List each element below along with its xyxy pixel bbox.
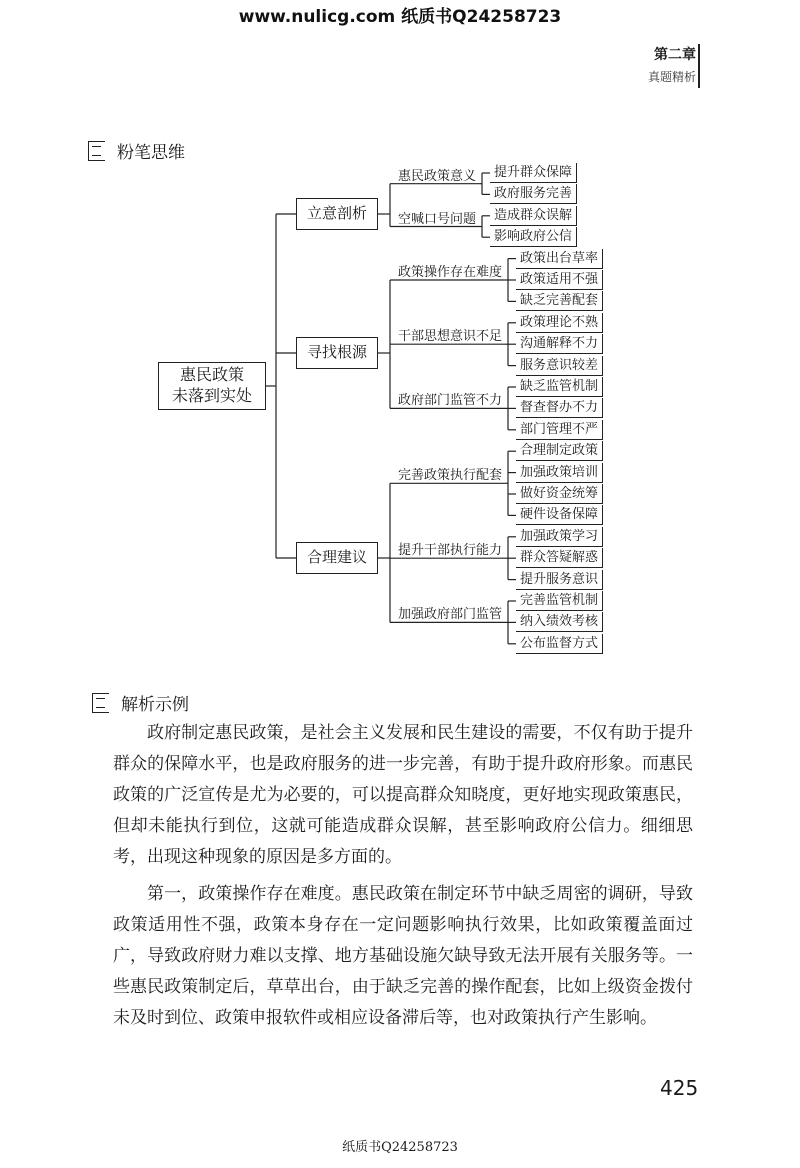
mind-map-leaf: 公布监督方式 xyxy=(516,634,603,654)
mind-map-subtopic: 干部思想意识不足 xyxy=(398,329,503,345)
mind-map-leaf: 提升服务意识 xyxy=(516,570,603,590)
mind-map-branch: 寻找根源 xyxy=(296,337,378,369)
paragraph: 政府制定惠民政策，是社会主义发展和民生建设的需要，不仅有助于提升群众的保障水平，也是政府服务的进一步完善，有助于提升政府形象。而惠民政策的广泛宣传是尤为必要的，可以提高群众知晓度，更好地实现政策惠民，但却未能执行到位，这就可能造成群众误解，甚至影响政府公信力。细细思考，出现这种现象的原因是多方面的。 xyxy=(113,723,693,867)
mind-map-leaf: 政策适用不强 xyxy=(516,270,603,290)
mind-map-leaf: 影响政府公信 xyxy=(490,227,577,247)
mind-map-subtopic: 政府部门监管不力 xyxy=(398,393,503,409)
mind-map-leaf: 完善监管机制 xyxy=(516,591,603,611)
chapter-title: 第二章 xyxy=(654,47,696,63)
mind-map-leaf: 政策理论不熟 xyxy=(516,313,603,333)
mind-map-leaf: 做好资金统筹 xyxy=(516,484,603,504)
paragraph: 第一，政策操作存在难度。惠民政策在制定环节中缺乏周密的调研，导致政策适用性不强，政策本身存在一定问题影响执行效果，比如政策覆盖面过广，导致政府财力难以支撑、地方基础设施欠缺导致无法开展有关服务等。一些惠民政策制定后，草草出台，由于缺乏完善的操作配套，比如上级资金拨付未及时到位、政策申报软件或相应设备滞后等，也对政策执行产生影响。 xyxy=(113,884,693,1028)
section-title-analysis: 解析示例 xyxy=(121,695,189,715)
mind-map-leaf: 硬件设备保障 xyxy=(516,505,603,525)
mind-map-leaf: 沟通解释不力 xyxy=(516,334,603,354)
mind-map-branch: 合理建议 xyxy=(296,542,378,574)
mind-map-leaf: 加强政策学习 xyxy=(516,527,603,547)
mind-map-subtopic: 惠民政策意义 xyxy=(398,168,477,184)
mind-map-leaf: 政府服务完善 xyxy=(490,184,577,204)
watermark-top: www.nulicg.com 纸质书Q24258723 xyxy=(238,7,562,27)
mind-map-leaf: 纳入绩效考核 xyxy=(516,612,603,632)
watermark-bottom: 纸质书Q24258723 xyxy=(342,1140,458,1155)
mind-map-leaf: 群众答疑解惑 xyxy=(516,548,603,568)
mind-map-subtopic: 加强政府部门监管 xyxy=(398,607,503,623)
mind-map-leaf: 服务意识较差 xyxy=(516,356,603,376)
chapter-subtitle: 真题精析 xyxy=(647,70,696,84)
mind-map-subtopic: 提升干部执行能力 xyxy=(398,543,503,559)
mind-map-leaf: 部门管理不严 xyxy=(516,420,603,440)
mind-map-subtopic: 政策操作存在难度 xyxy=(398,265,503,280)
mind-map-leaf: 合理制定政策 xyxy=(516,441,603,461)
mind-map-leaf: 政策出台草率 xyxy=(516,249,603,269)
section-title-mindmap: 粉笔思维 xyxy=(117,143,185,163)
mind-map-leaf: 提升群众保障 xyxy=(490,163,577,183)
mind-map-leaf: 加强政策培训 xyxy=(516,463,603,483)
mind-map-leaf: 造成群众误解 xyxy=(490,206,577,226)
mind-map-leaf: 督查督办不力 xyxy=(516,398,603,418)
page-number: 425 xyxy=(660,1076,699,1100)
section-header-analysis xyxy=(92,690,189,715)
analysis-body xyxy=(113,718,693,1034)
mind-map-subtopic: 完善政策执行配套 xyxy=(398,468,503,484)
mind-map-leaf: 缺乏监管机制 xyxy=(516,377,603,397)
mind-map-branch: 立意剖析 xyxy=(296,198,378,230)
mind-map-leaf: 缺乏完善配套 xyxy=(516,291,603,311)
section-marker-icon xyxy=(92,693,109,713)
mind-map-subtopic: 空喊口号问题 xyxy=(398,211,477,227)
mind-map-root: 惠民政策 未落到实处 xyxy=(158,362,266,410)
